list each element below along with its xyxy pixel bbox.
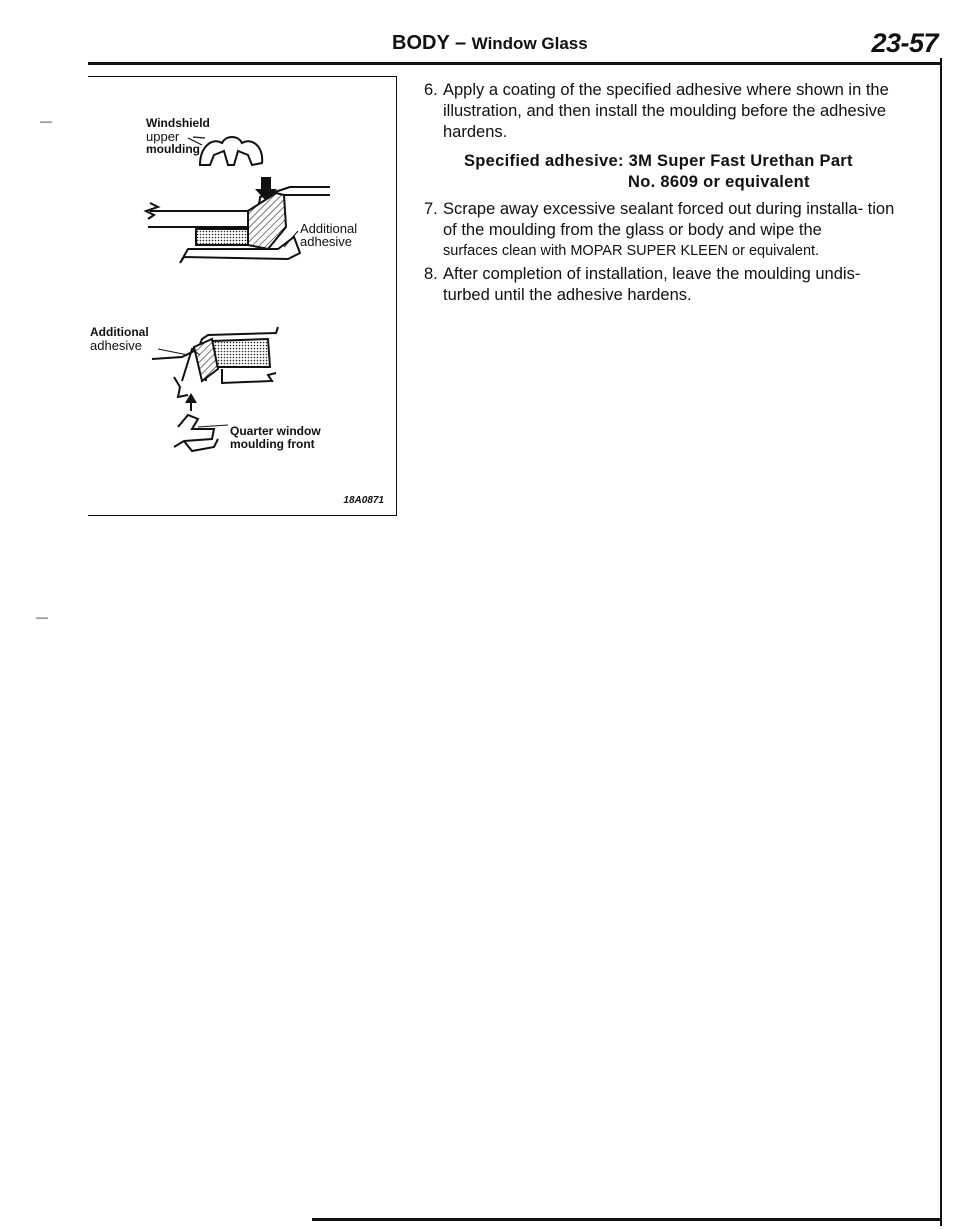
step-text-cont: surfaces clean with MOPAR SUPER KLEEN or equivalent.	[443, 243, 820, 259]
step-number: 7.	[424, 200, 438, 218]
step-number: 8.	[424, 265, 438, 283]
step-text: After completion of installation, leave the moulding undis- turbed until the adhesive hardens.	[443, 265, 861, 304]
label-additional-adhesive-bottom-2: adhesive	[90, 338, 143, 353]
illustration-figure	[88, 76, 397, 516]
spec-line-1: Specified adhesive: 3M Super Fast Urethan Part	[464, 152, 853, 170]
step-8	[424, 264, 910, 306]
page-number: 23-57	[871, 28, 938, 58]
spec-line-2: No. 8609 or equivalent	[628, 173, 810, 191]
step-text: Apply a coating of the specified adhesive where shown in the illustration, and then install the moulding before the adhesive hardens.	[443, 81, 889, 141]
header-subsection: Window Glass	[471, 34, 588, 53]
step-text: Scrape away excessive sealant forced out during installa- tion of the moulding from the glass or body and wipe the	[443, 200, 895, 239]
header-title	[392, 32, 588, 55]
footer-rule	[312, 1218, 940, 1221]
label-quarter-window: Quarter window	[230, 424, 321, 438]
margin-mark: —	[36, 610, 48, 624]
label-additional-adhesive-top: Additional	[300, 221, 358, 236]
quarter-window-section	[152, 327, 278, 397]
step-6	[424, 80, 910, 143]
label-additional-adhesive-bottom: Additional	[90, 325, 149, 339]
quarter-moulding-part	[174, 415, 228, 451]
figure-code: 18A0871	[343, 495, 384, 506]
page-header	[88, 28, 940, 65]
margin-mark: —	[40, 114, 52, 128]
label-quarter-moulding-front: moulding front	[230, 437, 315, 451]
label-windshield-upper: upper	[146, 129, 180, 144]
header-dash: –	[454, 32, 467, 54]
header-section: BODY	[392, 32, 450, 54]
label-additional-adhesive-top-2: adhesive	[300, 234, 353, 249]
procedure-steps	[424, 80, 910, 306]
label-windshield: Windshield	[146, 116, 210, 130]
right-rule	[940, 58, 942, 1226]
specified-adhesive	[464, 151, 910, 193]
step-number: 6.	[424, 81, 438, 99]
step-7	[424, 199, 910, 262]
label-windshield-moulding: moulding	[146, 142, 200, 156]
